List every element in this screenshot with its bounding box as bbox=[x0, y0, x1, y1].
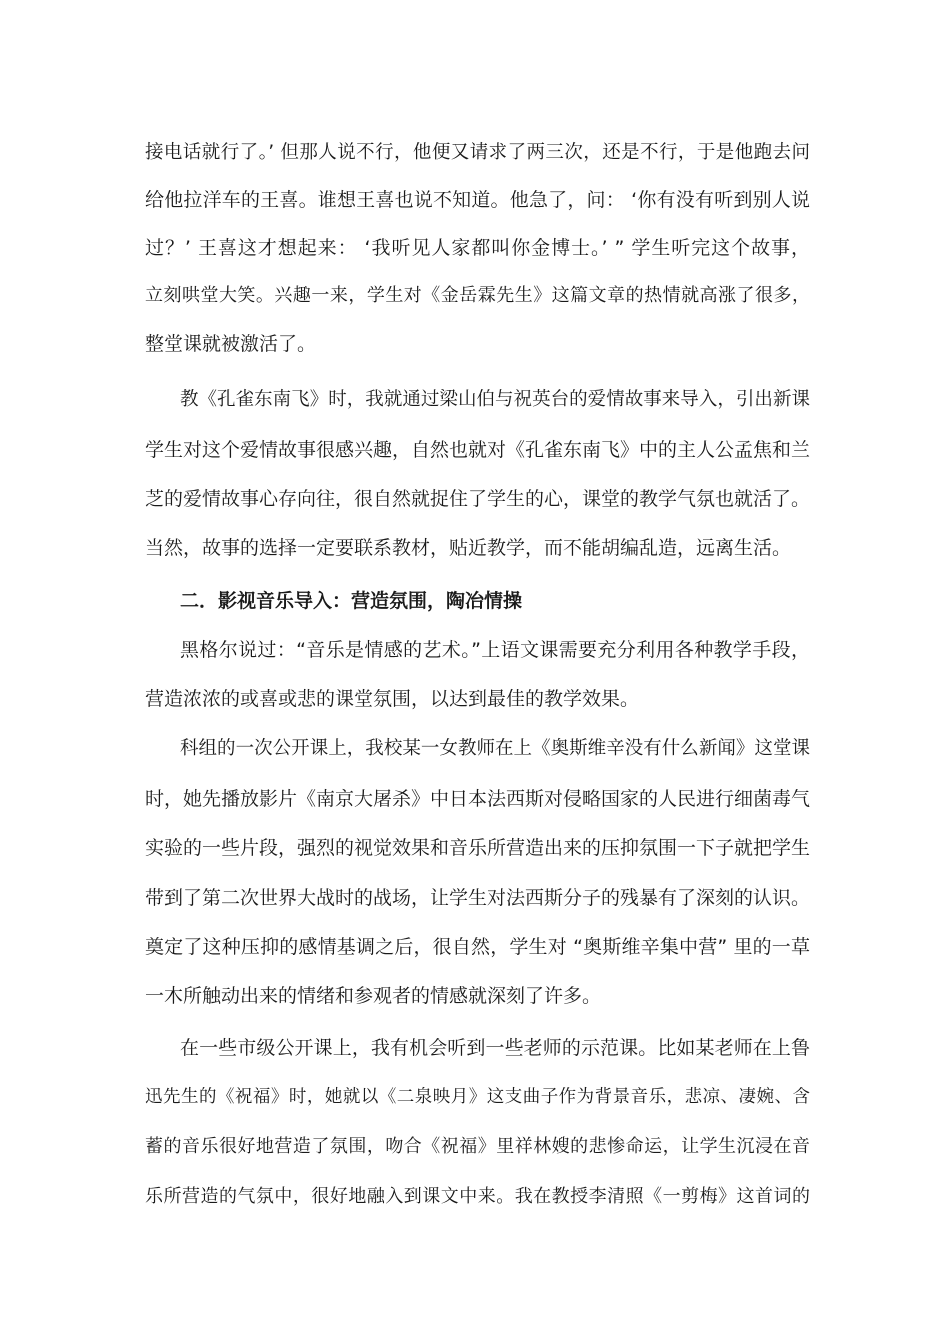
paragraph-first-line: 在一些市级公开课上，我有机会听到一些老师的示范课。比如某老师在上鲁 bbox=[180, 1037, 810, 1059]
text-line: 一木所触动出来的情绪和参观者的情感就深刻了许多。 bbox=[145, 985, 602, 1007]
text-line: 给他拉洋车的王喜。谁想王喜也说不知道。他急了，问： ‘你有没有听到别人说 bbox=[145, 189, 810, 211]
text-line: 当然，故事的选择一定要联系教材，贴近教学，而不能胡编乱造，远离生活。 bbox=[145, 537, 792, 559]
section-heading: 二．影视音乐导入：营造氛围，陶冶情操 bbox=[180, 590, 523, 612]
text-line: 带到了第二次世界大战时的战场，让学生对法西斯分子的残暴有了深刻的认识。 bbox=[145, 887, 811, 909]
text-line: 迅先生的《祝福》时，她就以《二泉映月》这支曲子作为背景音乐，悲凉、凄婉、含 bbox=[145, 1087, 810, 1107]
text-line: 接电话就行了。’ 但那人说不行，他便又请求了两三次，还是不行，于是他跑去问 bbox=[145, 142, 810, 163]
text-line: 时，她先播放影片《南京大屠杀》中日本法西斯对侵略国家的人民进行细菌毒气 bbox=[145, 788, 811, 810]
paragraph-first-line: 科组的一次公开课上，我校某一女教师在上《奥斯维辛没有什么新闻》这堂课 bbox=[180, 738, 810, 759]
text-line: 芝的爱情故事心存向往，很自然就捉住了学生的心，课堂的教学气氛也就活了。 bbox=[145, 488, 811, 510]
text-line: 整堂课就被激活了。 bbox=[145, 333, 317, 355]
text-line: 实验的一些片段，强烈的视觉效果和音乐所营造出来的压抑氛围一下子就把学生 bbox=[145, 837, 811, 859]
text-line: 学生对这个爱情故事很感兴趣，自然也就对《孔雀东南飞》中的主人公孟焦和兰 bbox=[145, 439, 811, 461]
text-line: 立刻哄堂大笑。兴趣一来，学生对《金岳霖先生》这篇文章的热情就高涨了很多， bbox=[145, 285, 810, 306]
text-line: 过？’ 王喜这才想起来： ‘我听见人家都叫你金博士。’ ” 学生听完这个故事， bbox=[145, 237, 810, 259]
paragraph-first-line: 教《孔雀东南飞》时，我就通过梁山伯与祝英台的爱情故事来导入，引出新课 bbox=[180, 389, 810, 410]
text-line: 蓄的音乐很好地营造了氛围，吻合《祝福》里祥林嫂的悲惨命运，让学生沉浸在音 bbox=[145, 1136, 810, 1157]
paragraph-first-line: 黑格尔说过：“音乐是情感的艺术。”上语文课需要充分利用各种教学手段， bbox=[180, 639, 810, 661]
text-line: 奠定了这种压抑的感情基调之后，很自然，学生对 “奥斯维辛集中营” 里的一草 bbox=[145, 936, 810, 958]
text-line: 营造浓浓的或喜或悲的课堂氛围，以达到最佳的教学效果。 bbox=[145, 688, 640, 710]
text-line: 乐所营造的气氛中，很好地融入到课文中来。我在教授李清照《一剪梅》这首词的 bbox=[145, 1186, 810, 1207]
